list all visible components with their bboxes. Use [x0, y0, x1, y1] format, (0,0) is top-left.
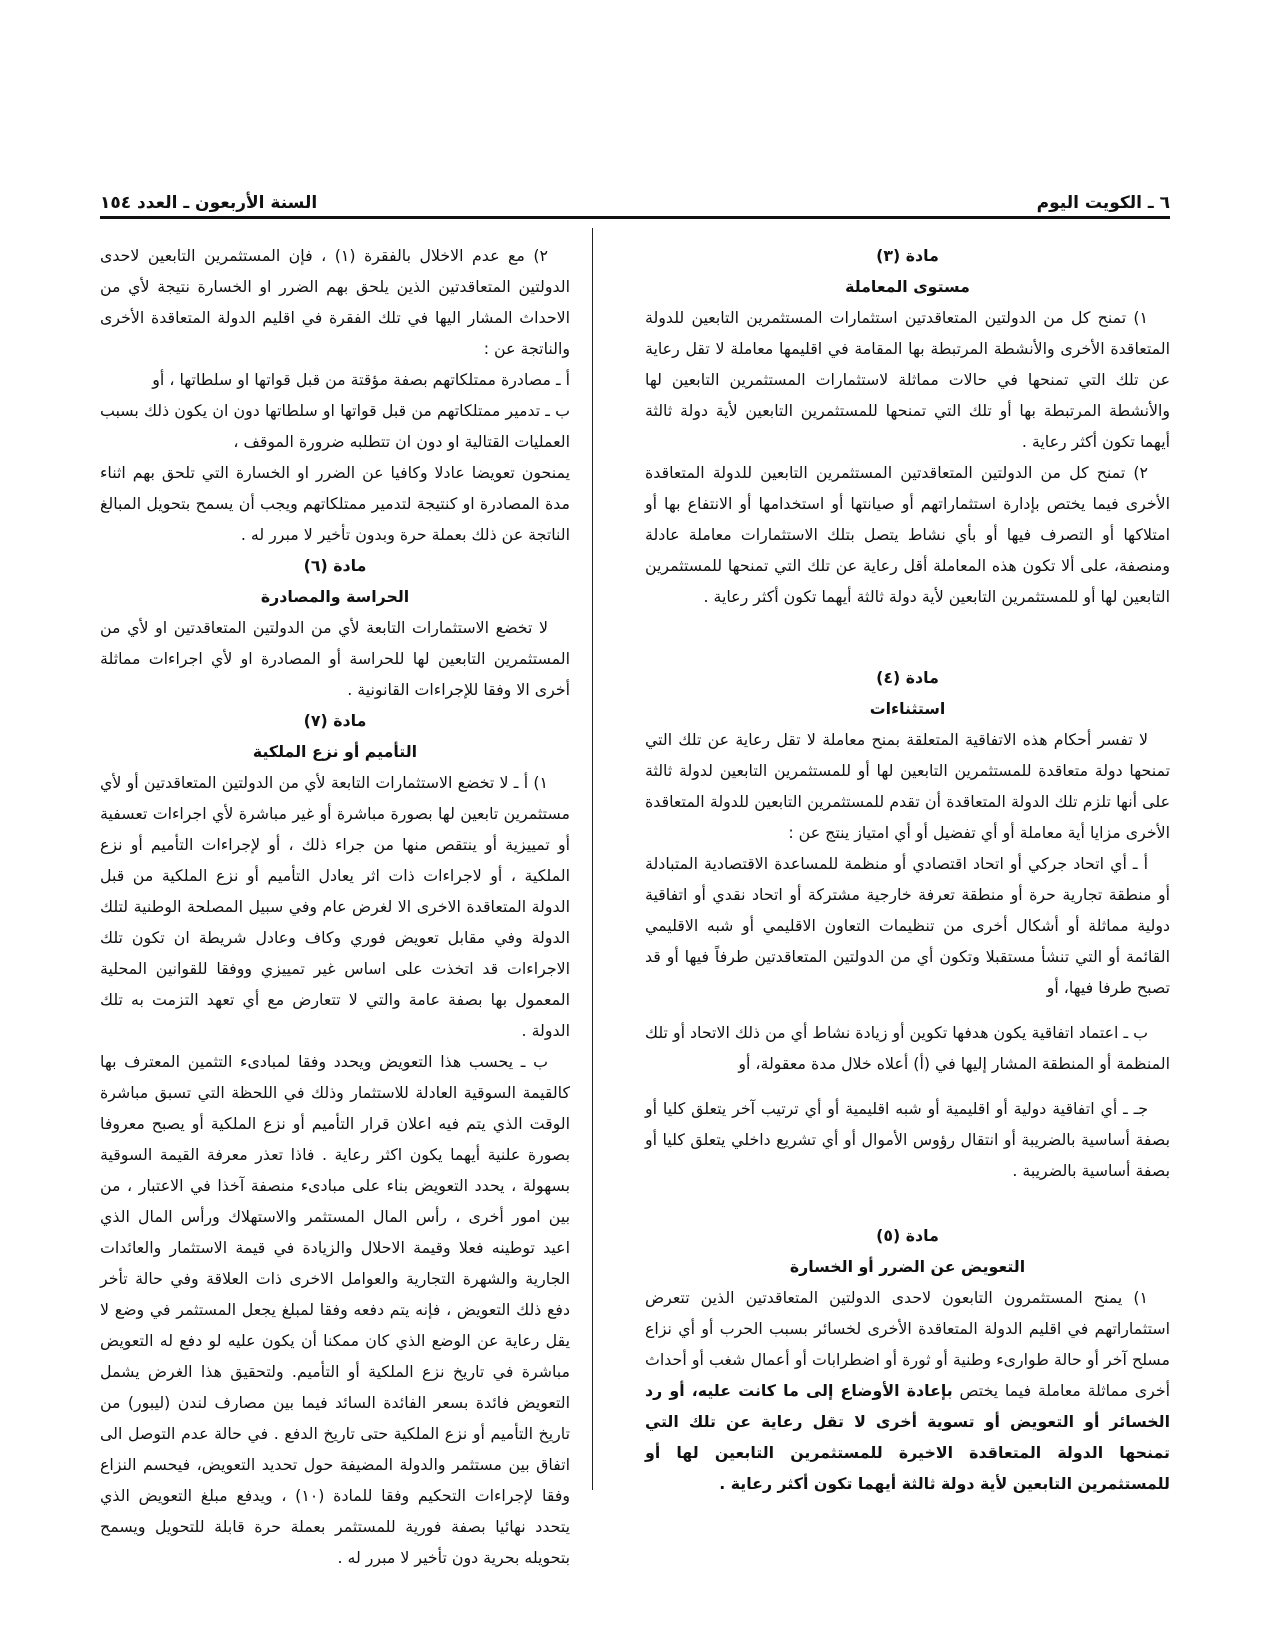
article-4-item-b: ب ـ اعتماد اتفاقية يكون هدفها تكوين أو زيادة نشاط أي من ذلك الاتحاد أو تلك المنظمة أو المنطقة المشار إليها في (أ) أعلاه خلال مدة معقولة، أو: [645, 1023, 1170, 1073]
article-5-paragraph-2-item-b: ب ـ تدمير ممتلكاتهم من قبل قواتها او سلطاتها دون ان يكون ذلك بسبب العمليات القتالية او دون ان تتطلبه ضرورة الموقف ،: [100, 401, 570, 451]
article-6-paragraph: لا تخضع الاستثمارات التابعة لأي من الدولتين المتعاقدتين او لأي من المستثمرين التابعين لها للحراسة أو المصادرة او لأي اجراءات مماثلة أخرى الا وفقا للإجراءات القانونية .: [100, 618, 570, 699]
article-6-title: الحراسة والمصادرة: [260, 587, 410, 606]
right-column: [645, 240, 1170, 1499]
article-5-heading: مادة (٥): [876, 1226, 939, 1245]
article-7-paragraph-1a: ١) أ ـ لا تخضع الاستثمارات التابعة لأي من الدولتين المتعاقدتين أو لأي مستثمرين تابعين لها بصورة مباشرة أو غير مباشرة لأي اجراءات تعسفية أو تمييزية أو ينتقص منها من جراء ذلك ، أو لإجراءات التأميم أو نزع الملكية ، أو لاجراءات ذات اثر يعادل التأميم أو نزع الملكية من قبل الدولة المتعاقدة الاخرى الا لغرض عام وفي سبيل المصلحة الوطنية لتلك الدولة وفي مقابل تعويض فوري وكاف وعادل شريطة ان تكون تلك الاجراءات قد اتخذت على اساس غير تمييزي ووفقا للقوانين المحلية المعمول بها بصفة عامة والتي لا تتعارض مع أي تعهد التزمت به تلك الدولة .: [100, 773, 570, 1040]
left-column: [100, 240, 570, 1573]
header-issue-info: السنة الأربعون ـ العدد ١٥٤: [100, 193, 318, 213]
article-6-heading: مادة (٦): [303, 556, 367, 575]
header-rule: [100, 216, 1170, 219]
article-7-paragraph-1b: ب ـ يحسب هذا التعويض ويحدد وفقا لمبادىء التثمين المعترف بها كالقيمة السوقية العادلة للاستثمار وذلك في اللحظة التي تسبق مباشرة الوقت الذي يتم فيه اعلان قرار التأميم أو نزع الملكية أو يصبح معروفا بصورة علنية أيهما يكون اكثر رعاية . فاذا تعذر معرفة القيمة السوقية بسهولة ، يحدد التعويض بناء على مبادىء منصفة آخذا في الاعتبار ، من بين امور أخرى ، رأس المال المستثمر والاستهلاك ورأس المال الذي اعيد توطينه فعلا وقيمة الاحلال والزيادة في قيمة الاستثمار والعائدات الجارية والشهرة التجارية والعوامل الاخرى ذات العلاقة وفي حالة تأخر دفع ذلك التعويض ، فإنه يتم دفعه وفقا لمبلغ يجعل المستثمر في وضع لا يقل رعاية عن الوضع الذي كان ممكنا أن يكون عليه لو دفع له التعويض مباشرة في تاريخ نزع الملكية أو التأميم. ولتحقيق هذا الغرض يشمل التعويض فائدة بسعر الفائدة السائد فيما بين مصارف لندن (ليبور) من تاريخ التأميم أو نزع الملكية حتى تاريخ الدفع . في حالة عدم التوصل الى اتفاق بين مستثمر والدولة المضيفة حول تحديد التعويض، فيحسم النزاع وفقا لإجراءات التحكيم وفقا للمادة (١٠) ، ويدفع مبلغ التعويض الذي يتحدد نهائيا بصفة فورية للمستثمر بعملة حرة قابلة للتحويل ويسمح بتحويله بحرية دون تأخير لا مبرر له .: [100, 1052, 571, 1567]
article-5-paragraph-1-start: ١) يمنح المستثمرون التابعون لاحدى الدولتين المتعاقدتين الذين تتعرض استثماراتهم في اقليم الدولة المتعاقدة الأخرى لخسائر بسبب الحرب أو أي نزاع مسلح آخر أو حالة طوارىء وطنية أو ثورة أو اضطرابات أو أعمال شغب أو أحداث أخرى مماثلة معاملة فيما يختص: [645, 1288, 1171, 1400]
article-7-title: التأميم أو نزع الملكية: [252, 742, 418, 761]
article-3-heading: مادة (٣): [876, 246, 939, 265]
article-5-paragraph-1-end: بإعادة الأوضاع إلى ما كانت عليه، أو رد الخسائر أو التعويض أو تسوية أخرى لا تقل رعاية عن تلك التي تمنحها الدولة المتعاقدة الاخيرة للمستثمرين التابعين لها أو للمستثمرين التابعين لأية دولة ثالثة أيهما تكون أكثر رعاية .: [645, 1381, 1170, 1493]
page-header: [100, 183, 1170, 213]
article-5-paragraph-2-item-c: يمنحون تعويضا عادلا وكافيا عن الضرر او الخسارة التي تلحق بهم اثناء مدة المصادرة او كنتيجة لتدمير ممتلكاتهم ويجب أن يسمح بتحويل المبالغ الناتجة عن ذلك بعملة حرة وبدون تأخير لا مبرر له .: [100, 463, 570, 544]
article-4-intro: لا تفسر أحكام هذه الاتفاقية المتعلقة بمنح معاملة لا تقل رعاية عن تلك التي تمنحها دولة متعاقدة للمستثمرين التابعين لها أو للمستثمرين التابعين لدولة ثالثة على أنها تلزم تلك الدولة المتعاقدة أن تقدم للمستثمرين التابعين للدولة المتعاقدة الأخرى مزايا أية معاملة أو أي تفضيل أو أي امتياز ينتج عن :: [645, 730, 1170, 842]
article-3-title: مستوى المعاملة: [845, 277, 970, 296]
article-5-paragraph-1: [645, 1282, 1170, 1499]
article-4-title: استثناءات: [869, 699, 946, 718]
article-4-item-a: أ ـ أي اتحاد جركي أو اتحاد اقتصادي أو منظمة للمساعدة الاقتصادية المتبادلة أو منطقة تجارية حرة أو منطقة تعرفة خارجية مشتركة أو اتحاد نقدي أو اتفاقية دولية مماثلة أو أشكال أخرى من تنظيمات التعاون الاقليمي أو شبه الاقليمي القائمة أو التي تنشأ مستقبلا وتكون أي من الدولتين المتعاقدتين طرفاً فيها أو قد تصبح طرفا فيها، أو: [645, 854, 1170, 997]
article-3-paragraph-2: ٢) تمنح كل من الدولتين المتعاقدتين المستثمرين التابعين للدولة المتعاقدة الأخرى فيما يختص بإدارة استثماراتهم أو صيانتها أو استخدامها أو الانتفاع بها أو امتلاكها أو التصرف فيها أو بأي نشاط يتصل بتلك الاستثمارات معاملة عادلة ومنصفة، على ألا تكون هذه المعاملة أقل رعاية عن تلك التي تمنحها للمستثمرين التابعين لها أو للمستثمرين التابعين لأية دولة ثالثة أيهما تكون أكثر رعاية .: [645, 463, 1170, 606]
article-5-paragraph-2: ٢) مع عدم الاخلال بالفقرة (١) ، فإن المستثمرين التابعين لاحدى الدولتين المتعاقدتين الذين يلحق بهم الضرر او الخسارة نتيجة لأي من الاحداث المشار اليها في تلك الفقرة في اقليم الدولة المتعاقدة الأخرى والناتجة عن :: [100, 246, 570, 358]
article-4-heading: مادة (٤): [876, 668, 939, 687]
article-5-paragraph-2-item-a: أ ـ مصادرة ممتلكاتهم بصفة مؤقتة من قبل قواتها او سلطاتها ، أو: [152, 370, 570, 389]
article-5-title: التعويض عن الضرر أو الخسارة: [789, 1257, 1026, 1276]
article-7-heading: مادة (٧): [303, 711, 367, 730]
header-page-info: ٦ ـ الكويت اليوم: [1036, 193, 1170, 213]
article-4-item-c: جـ ـ أي اتفاقية دولية أو اقليمية أو شبه اقليمية أو أي ترتيب آخر يتعلق كليا أو بصفة أساسية بالضريبة أو انتقال رؤوس الأموال أو أي تشريع داخلي يتعلق كليا أو بصفة أساسية بالضريبة .: [645, 1099, 1170, 1180]
column-divider: [592, 228, 593, 1490]
article-3-paragraph-1: ١) تمنح كل من الدولتين المتعاقدتين استثمارات المستثمرين التابعين للدولة المتعاقدة الأخرى والأنشطة المرتبطة بها المقامة في اقليمها معاملة لا تقل رعاية عن تلك التي تمنحها في حالات مماثلة لاستثمارات المستثمرين التابعين لها والأنشطة المرتبطة بها أو تلك التي تمنحها للمستثمرين التابعين لأية دولة ثالثة أيهما تكون أكثر رعاية .: [645, 308, 1170, 451]
